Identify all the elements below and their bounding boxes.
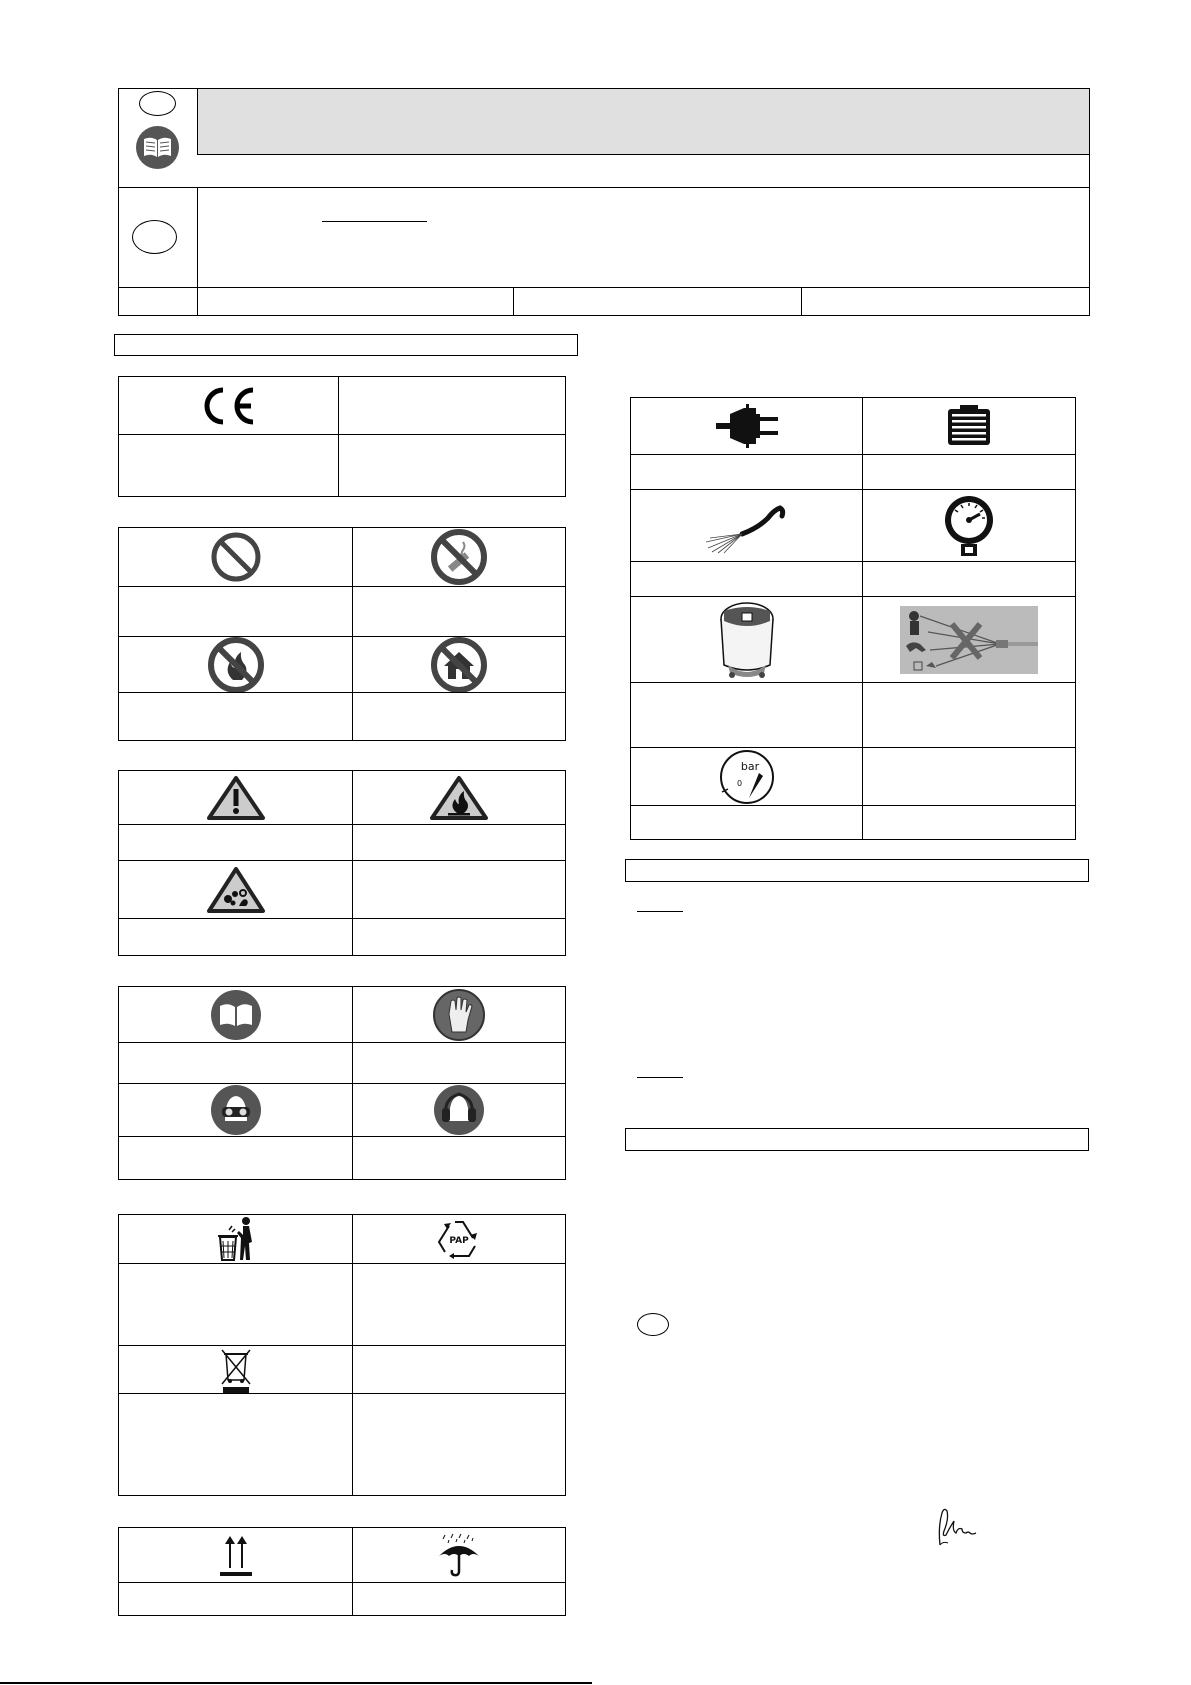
bar-dial-text: bar xyxy=(740,759,759,773)
note-underline-2 xyxy=(637,1077,683,1078)
harmful-warning-icon xyxy=(206,866,266,914)
svg-text:0: 0 xyxy=(736,778,742,788)
language-badge-2 xyxy=(132,220,177,254)
flammable-icon xyxy=(429,775,489,821)
pressure-gauge-icon xyxy=(941,494,997,558)
litter-bin-icon xyxy=(213,1216,259,1262)
this-way-up-icon xyxy=(216,1532,256,1578)
declaration-text xyxy=(205,195,1075,275)
right-section-bar-2 xyxy=(625,1128,1089,1151)
left-section-bar xyxy=(114,334,578,356)
signature xyxy=(934,1505,986,1549)
no-entry-icon xyxy=(210,531,262,583)
read-instructions-icon xyxy=(210,989,262,1041)
wear-ear-protection-icon xyxy=(432,1083,486,1137)
plug-icon xyxy=(712,400,782,452)
wear-gloves-icon xyxy=(432,988,486,1042)
bar-dial-icon xyxy=(716,748,778,806)
tank-icon xyxy=(716,599,778,681)
language-badge-1 xyxy=(139,91,176,116)
motor-icon xyxy=(944,403,994,449)
note-underline-1 xyxy=(637,911,683,912)
ce-mark-cell xyxy=(118,376,339,435)
keep-dry-icon xyxy=(435,1532,483,1578)
right-section-bar-1 xyxy=(625,859,1089,882)
spray-lance-icon xyxy=(702,498,792,554)
general-warning-icon xyxy=(206,775,266,821)
ce-mark-icon xyxy=(199,386,259,426)
footer-rule xyxy=(0,1682,592,1684)
header-subtitle xyxy=(130,160,1070,182)
declaration-underline xyxy=(322,221,427,222)
pap-recycling-icon xyxy=(433,1216,485,1262)
read-manual-icon xyxy=(135,125,180,170)
no-smoking-icon xyxy=(430,528,488,586)
svg-text:PAP: PAP xyxy=(449,1236,469,1246)
header-title-bar xyxy=(197,88,1090,154)
language-badge-3 xyxy=(637,1313,669,1336)
weee-crossed-bin-icon xyxy=(216,1346,256,1394)
wear-goggles-icon xyxy=(209,1083,263,1137)
no-open-flame-icon xyxy=(207,636,265,694)
not-indoor-icon xyxy=(430,636,488,694)
spray-danger-photo xyxy=(900,606,1038,674)
